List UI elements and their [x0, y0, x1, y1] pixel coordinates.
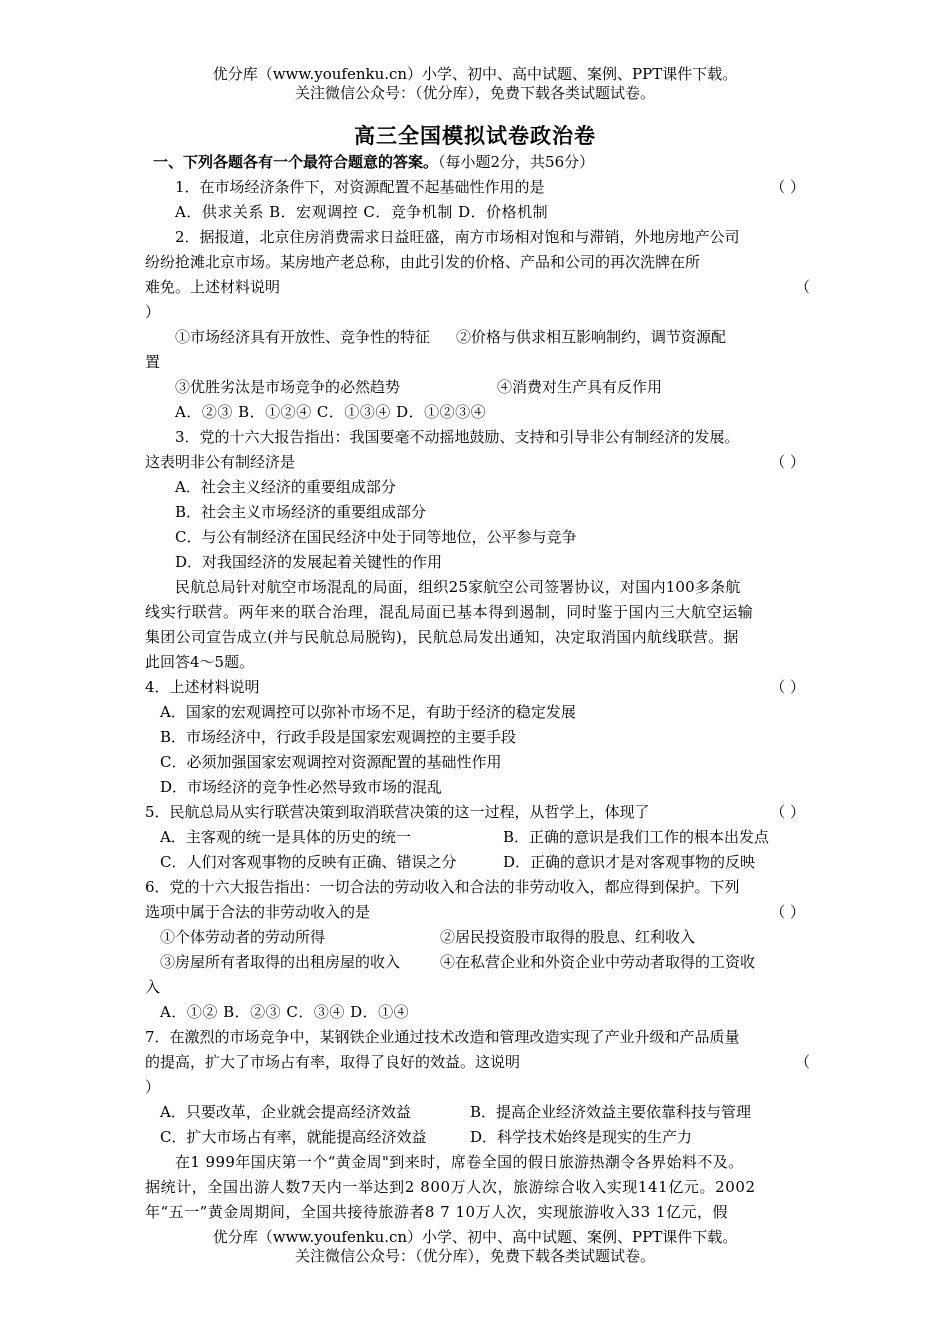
question-6-statements-1: [145, 925, 805, 950]
statement-3: ③房屋所有者取得的出租房屋的收入: [160, 953, 401, 971]
question-5-option-b: B．正确的意识是我们工作的根本出发点: [503, 828, 770, 846]
question-5-option-a: A．主客观的统一是具体的历史的统一: [160, 828, 411, 846]
question-2-statements-1: [145, 325, 805, 350]
material-1-line-3: 集团公司宣告成立(并与民航总局脱钩)，民航总局发出通知，决定取消国内航线联营。据: [145, 628, 739, 646]
statement-4: ④消费对生产具有反作用: [497, 378, 663, 396]
question-2-statements-2: [145, 375, 805, 400]
answer-bracket-open: （: [794, 278, 810, 296]
question-5-options-2: [145, 850, 805, 875]
question-6-line-2: [145, 900, 805, 925]
statement-3: ③优胜劣汰是市场竞争的必然趋势: [175, 378, 401, 396]
page-footer: [0, 1228, 950, 1266]
question-3-line-2-text: 这表明非公有制经济是: [145, 453, 296, 471]
statement-2: ②居民投资股市取得的股息、红利收入: [440, 928, 696, 946]
question-5-option-c: C．人们对客观事物的反映有正确、错误之分: [160, 853, 457, 871]
page-header: [0, 65, 950, 103]
question-7-line-1: 7．在激烈的市场竞争中，某钢铁企业通过技术改造和管理改造实现了产业升级和产品质量: [145, 1028, 740, 1046]
exam-content: [145, 150, 810, 1225]
question-7-option-a: A．只要改革，企业就会提高经济效益: [160, 1103, 411, 1121]
question-2-line-2: 纷纷抢滩北京市场。某房地产老总称，由此引发的价格、产品和公司的再次洗牌在所: [145, 253, 701, 271]
section-heading: [145, 150, 805, 175]
question-2-line-3: [145, 275, 810, 300]
question-1-text: 1．在市场经济条件下，对资源配置不起基础性作用的是: [175, 178, 545, 196]
question-7-line-2-text: 的提高，扩大了市场占有率，取得了良好的效益。这说明: [145, 1053, 521, 1071]
material-2-line-3: 年“五一”黄金周期间，全国共接待旅游者8 7 10万人次，实现旅游收入33 1亿元，假: [145, 1203, 728, 1221]
material-1-line-4: 此回答4～5题。: [145, 653, 255, 671]
answer-bracket: （ ）: [770, 453, 805, 471]
question-7-line-2: [145, 1050, 810, 1075]
section-heading-text: 一、下列各题各有一个最符合题意的答案。: [153, 153, 439, 171]
question-2-options: A．②③ B．①②④ C．①③④ D．①②③④: [175, 403, 487, 421]
answer-bracket-close: ）: [145, 1078, 161, 1096]
question-3-option-b: B．社会主义市场经济的重要组成部分: [175, 503, 427, 521]
statement-1: ①个体劳动者的劳动所得: [160, 928, 326, 946]
question-2-line-3-text: 难免。上述材料说明: [145, 278, 281, 296]
question-4-option-a: A．国家的宏观调控可以弥补市场不足，有助于经济的稳定发展: [160, 703, 576, 721]
material-2-line-1: 在1 999年国庆第一个“黄金周"到来时，席卷全国的假日旅游热潮令各界始料不及。: [175, 1153, 744, 1171]
answer-bracket: （ ）: [770, 903, 805, 921]
question-2-line-1: 2．据报道，北京住房消费需求日益旺盛，南方市场相对饱和与滞销，外地房地产公司: [175, 228, 740, 246]
statement-2: ②价格与供求相互影响制约，调节资源配: [456, 328, 727, 346]
question-1-options: A．供求关系 B．宏观调控 C．竞争机制 D．价格机制: [175, 203, 549, 221]
statement-4-wrap: 入: [145, 978, 161, 996]
statement-4: ④在私营企业和外资企业中劳动者取得的工资收: [440, 953, 756, 971]
question-4-text: 4．上述材料说明: [145, 678, 260, 696]
statement-1: ①市场经济具有开放性、竞争性的特征: [175, 328, 431, 346]
question-3-line-2: [145, 450, 805, 475]
question-3-option-c: C．与公有制经济在国民经济中处于同等地位，公平参与竞争: [175, 528, 577, 546]
question-1-stem: [145, 175, 805, 200]
question-6-line-1: 6．党的十六大报告指出：一切合法的劳动收入和合法的非劳动收入，都应得到保护。下列: [145, 878, 740, 896]
question-3-option-d: D．对我国经济的发展起着关键性的作用: [175, 553, 443, 571]
question-7-options-1: [145, 1100, 805, 1125]
material-1-line-2: 线实行联营。两年来的联合治理，混乱局面已基本得到遏制，同时鉴于国内三大航空运输: [145, 603, 754, 621]
question-4-option-d: D．市场经济的竞争性必然导致市场的混乱: [160, 778, 443, 796]
statement-2-wrap: 置: [145, 353, 161, 371]
question-4-option-c: C．必须加强国家宏观调控对资源配置的基础性作用: [160, 753, 502, 771]
material-2-line-2: 据统计，全国出游人数7天内一举达到2 800万人次，旅游综合收入实现141亿元。2002: [145, 1178, 756, 1196]
question-6-options: A．①② B．②③ C．③④ D．①④: [160, 1003, 410, 1021]
page-title: 高三全国模拟试卷政治卷: [354, 123, 596, 148]
footer-line-1: 优分库（www.youfenku.cn）小学、初中、高中试题、案例、PPT课件下载。: [212, 1228, 738, 1246]
question-3-option-a: A．社会主义经济的重要组成部分: [175, 478, 396, 496]
question-6-line-2-text: 选项中属于合法的非劳动收入的是: [145, 903, 371, 921]
question-7-option-d: D．科学技术始终是现实的生产力: [470, 1128, 693, 1146]
answer-bracket: （ ）: [770, 178, 805, 196]
question-4-stem: [145, 675, 805, 700]
question-7-option-c: C．扩大市场占有率，就能提高经济效益: [160, 1128, 427, 1146]
question-5-option-d: D．正确的意识才是对客观事物的反映: [503, 853, 756, 871]
question-7-options-2: [145, 1125, 805, 1150]
material-1-line-1: 民航总局针对航空市场混乱的局面，组织25家航空公司签署协议，对国内100多条航: [175, 578, 741, 596]
question-4-option-b: B．市场经济中，行政手段是国家宏观调控的主要手段: [160, 728, 517, 746]
question-3-line-1: 3．党的十六大报告指出：我国要毫不动摇地鼓励、支持和引导非公有制经济的发展。: [175, 428, 740, 446]
question-5-options-1: [145, 825, 805, 850]
answer-bracket: （ ）: [770, 678, 805, 696]
question-6-statements-2: [145, 950, 805, 975]
section-note: （每小题2分，共56分）: [438, 153, 595, 171]
question-5-text: 5．民航总局从实行联营决策到取消联营决策的这一过程，从哲学上，体现了: [145, 803, 650, 821]
header-line-2: 关注微信公众号：（优分库），免费下载各类试题试卷。: [294, 84, 655, 102]
answer-bracket-open: （: [794, 1053, 810, 1071]
footer-line-2: 关注微信公众号：（优分库），免费下载各类试题试卷。: [294, 1247, 655, 1265]
answer-bracket: （ ）: [770, 803, 805, 821]
header-line-1: 优分库（www.youfenku.cn）小学、初中、高中试题、案例、PPT课件下载。: [212, 65, 738, 83]
question-7-option-b: B．提高企业经济效益主要依靠科技与管理: [470, 1103, 752, 1121]
question-5-stem: [145, 800, 805, 825]
answer-bracket-close: ）: [145, 303, 161, 321]
